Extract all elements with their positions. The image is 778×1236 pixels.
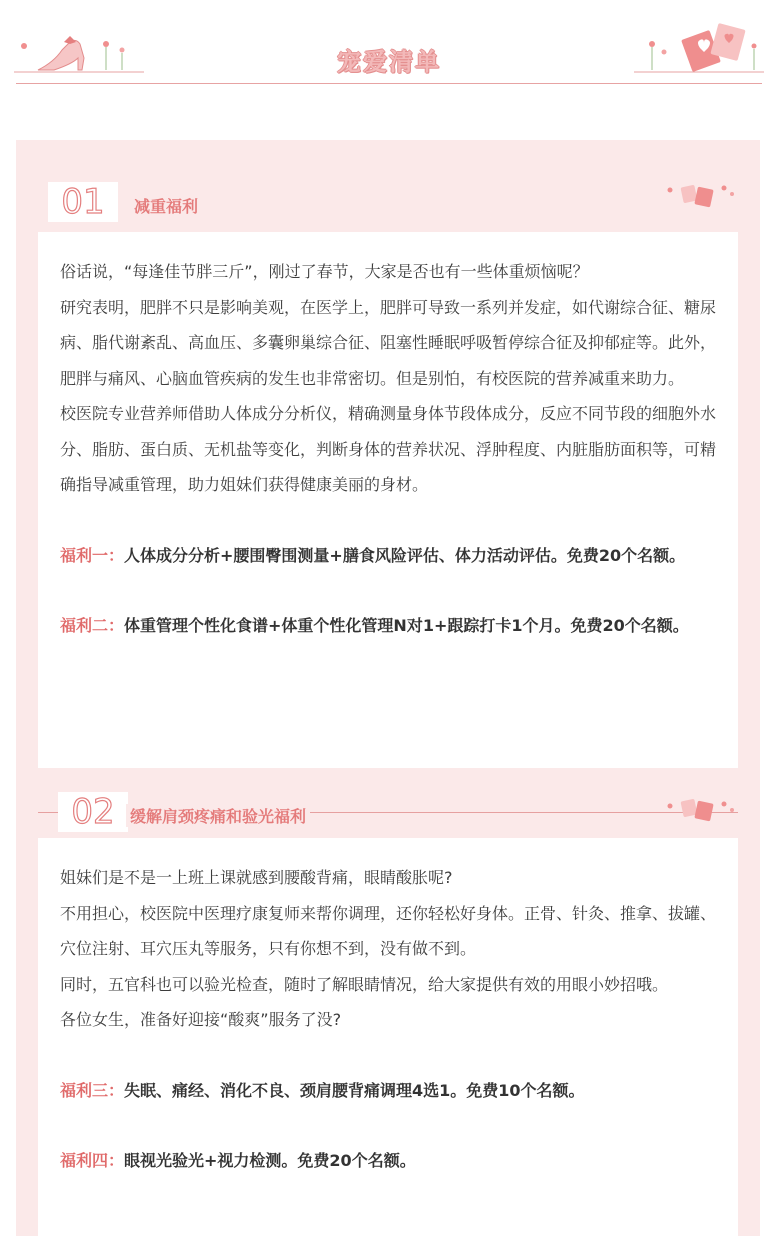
- content-panel: [16, 140, 760, 1236]
- benefit-item: [60, 1073, 716, 1109]
- benefit-text: 眼视光验光+视力检测。免费20个名额。: [124, 1151, 416, 1170]
- flower-icon: [664, 796, 738, 826]
- heart-card-icon: [634, 22, 764, 76]
- section-card: [38, 838, 738, 1236]
- page-header: [0, 0, 778, 90]
- benefit-label: 福利二：: [60, 616, 125, 635]
- benefit-item: [60, 538, 716, 574]
- paragraph: 校医院专业营养师借助人体成分分析仪，精确测量身体节段体成分，反应不同节段的细胞外水分、脂肪、蛋白质、无机盐等变化，判断身体的营养状况、浮肿程度、内脏脂肪面积等，可精确指导减重管理，助力姐妹们获得健康美丽的身材。: [60, 404, 717, 494]
- paragraph: 同时，五官科也可以验光检查，随时了解眼睛情况，给大家提供有效的用眼小妙招哦。: [60, 974, 669, 994]
- section-number: 02: [58, 792, 128, 832]
- section-card: [38, 232, 738, 768]
- benefit-item: [60, 1143, 716, 1179]
- benefit-label: 福利三：: [60, 1080, 125, 1100]
- page-title: 宠爱清单: [337, 48, 441, 76]
- benefit-item: [60, 608, 716, 644]
- benefit-text: 失眠、痛经、消化不良、颈肩腰背痛调理4选1。免费10个名额。: [124, 1080, 585, 1100]
- paragraph: 俗话说，“每逢佳节胖三斤”，刚过了春节，大家是否也有一些体重烦恼呢？: [60, 262, 589, 281]
- header-divider: [16, 83, 762, 84]
- paragraph: 不用担心，校医院中医理疗康复师来帮你调理，还你轻松好身体。正骨、针灸、推拿、拔罐、穴位注射、耳穴压丸等服务，只有你想不到，没有做不到。: [60, 903, 717, 958]
- section-header: [16, 182, 760, 226]
- section-title: 缓解肩颈疼痛和验光福利: [126, 804, 310, 827]
- benefit-label: 福利一：: [60, 545, 125, 565]
- section-title: 减重福利: [130, 194, 202, 217]
- benefit-text: 人体成分分析+腰围臀围测量+膳食风险评估、体力活动评估。免费20个名额。: [124, 545, 686, 565]
- section-number: 01: [48, 182, 118, 222]
- section-header: [16, 792, 760, 836]
- flower-icon: [664, 182, 738, 212]
- benefit-text: 体重管理个性化食谱+体重个性化管理N对1+跟踪打卡1个月。免费20个名额。: [124, 616, 689, 635]
- benefit-label: 福利四：: [60, 1151, 125, 1170]
- paragraph: 姐妹们是不是一上班上课就感到腰酸背痛，眼睛酸胀呢?: [60, 868, 453, 887]
- paragraph: 各位女生，准备好迎接“酸爽”服务了没?: [60, 1010, 342, 1029]
- paragraph: 研究表明，肥胖不只是影响美观，在医学上，肥胖可导致一系列并发症，如代谢综合征、糖尿病、脂代谢紊乱、高血压、多囊卵巢综合征、阻塞性睡眠呼吸暂停综合征及抑郁症等。此外，肥胖与痛风、心脑血管疾病的发生也非常密切。但是别怕，有校医院的营养减重来助力。: [60, 297, 717, 388]
